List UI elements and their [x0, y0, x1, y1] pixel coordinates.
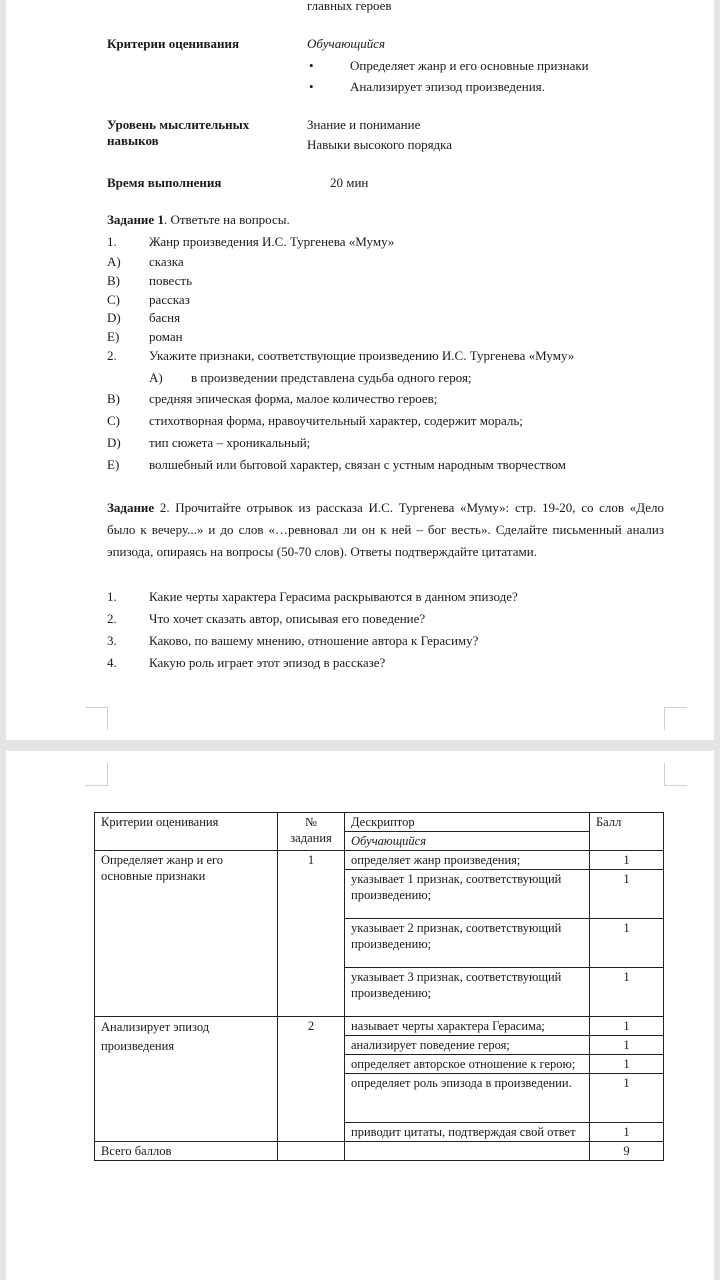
q2-option-text: в произведении представлена судьба одного героя; — [191, 370, 472, 385]
criteria-table — [94, 812, 664, 1161]
q1-number: 1. — [107, 234, 117, 249]
criteria-label: Критерии оценивания — [107, 36, 240, 51]
descriptor-cell: анализирует поведение героя; — [345, 1036, 590, 1055]
q1-option-text: роман — [149, 329, 183, 344]
page1-corner-bottom-left — [85, 707, 108, 730]
criteria-item-1: Определяет жанр и его основные признаки — [350, 58, 589, 73]
header-descriptor-sub: Обучающийся — [345, 832, 590, 851]
descriptor-cell: указывает 1 признак, соответствующий произведению; — [345, 870, 590, 919]
score-cell: 1 — [590, 851, 664, 870]
task2-text: 2. Прочитайте отрывок из рассказа И.С. Тургенева «Муму»: стр. 19-20, со слов «Дело было к вечеру...» и до слов «…ревновал ли он к ней – бог весть». Сделайте письменный анализ эпизода, опираясь на вопросы (50-70 слов). Ответы подтверждайте цитатами. — [107, 500, 664, 559]
q2-option-text: тип сюжета – хроникальный; — [149, 435, 311, 450]
q1-option-text: повесть — [149, 273, 192, 288]
task1-title-rest: . Ответьте на вопросы. — [163, 212, 290, 227]
q2-number: 2. — [107, 348, 117, 363]
descriptor-cell: указывает 2 признак, соответствующий произведению; — [345, 919, 590, 968]
table-row — [95, 1017, 664, 1036]
descriptor-cell: определяет жанр произведения; — [345, 851, 590, 870]
header-task-number-line2: задания — [290, 831, 332, 845]
total-label: Всего баллов — [95, 1142, 278, 1161]
table-header-row — [95, 813, 664, 832]
q1-option-text: рассказ — [149, 292, 190, 307]
q1-option-letter: E) — [107, 329, 120, 344]
q2-option-text: волшебный или бытовой характер, связан с устным народным творчеством — [149, 457, 567, 472]
score-cell: 1 — [590, 1017, 664, 1036]
descriptor-cell: определяет роль эпизода в произведении. — [345, 1074, 590, 1123]
criterion-cell: Анализирует эпизод произведения — [95, 1017, 278, 1142]
bullet-1: • — [309, 58, 314, 73]
total-empty-cell — [345, 1142, 590, 1161]
score-cell: 1 — [590, 1074, 664, 1123]
task1-title — [107, 212, 290, 228]
criteria-intro: Обучающийся — [307, 36, 386, 51]
page1-corner-bottom-right — [664, 707, 687, 730]
task2-question-text: Что хочет сказать автор, описывая его поведение? — [149, 611, 426, 626]
q1-option-letter: B) — [107, 273, 120, 288]
q2-option-letter: A) — [149, 370, 163, 385]
task-number-cell: 2 — [278, 1017, 345, 1142]
task1-title-bold: Задание 1 — [107, 212, 164, 227]
thinking-value-1: Знание и понимание — [307, 117, 421, 132]
task2-question-text: Какую роль играет этот эпизод в рассказе? — [149, 655, 386, 670]
score-cell: 1 — [590, 1036, 664, 1055]
task2-question-text: Какие черты характера Герасима раскрываются в данном эпизоде? — [149, 589, 518, 604]
q2-text: Укажите признаки, соответствующие произведению И.С. Тургенева «Муму» — [149, 348, 575, 363]
q1-option-letter: A) — [107, 254, 121, 269]
task2-title-bold: Задание — [107, 500, 155, 515]
q2-option-letter: E) — [107, 457, 120, 472]
q1-option-letter: C) — [107, 292, 120, 307]
time-label: Время выполнения — [107, 175, 222, 190]
header-task-number — [278, 813, 345, 851]
q2-option-letter: D) — [107, 435, 121, 450]
task2-question-number: 2. — [107, 611, 117, 626]
q2-option-text: стихотворная форма, нравоучительный характер, содержит мораль; — [149, 413, 523, 428]
header-task-number-line1: № — [305, 815, 317, 829]
q1-option-text: сказка — [149, 254, 184, 269]
task2-question-number: 3. — [107, 633, 117, 648]
header-score: Балл — [590, 813, 664, 851]
time-value: 20 мин — [330, 175, 369, 190]
bullet-2: • — [309, 79, 314, 94]
thinking-value-2: Навыки высокого порядка — [307, 137, 453, 152]
q2-option-text: средняя эпическая форма, малое количество героев; — [149, 391, 438, 406]
criteria-item-2: Анализирует эпизод произведения. — [350, 79, 545, 94]
task-number-cell: 1 — [278, 851, 345, 1017]
task2-paragraph — [107, 497, 664, 563]
viewer-right-margin — [714, 0, 720, 1280]
descriptor-cell: указывает 3 признак, соответствующий произведению; — [345, 968, 590, 1017]
q1-option-text: басня — [149, 310, 181, 325]
q2-option-letter: B) — [107, 391, 120, 406]
score-cell: 1 — [590, 1123, 664, 1142]
thinking-label-line2: навыков — [107, 133, 159, 148]
task2-question-number: 4. — [107, 655, 117, 670]
score-cell: 1 — [590, 1055, 664, 1074]
descriptor-cell: определяет авторское отношение к герою; — [345, 1055, 590, 1074]
table-row — [95, 851, 664, 870]
criterion-cell: Определяет жанр и его основные признаки — [95, 851, 278, 1017]
q1-option-letter: D) — [107, 310, 121, 325]
page-separator — [0, 740, 720, 751]
header-descriptor: Дескриптор — [345, 813, 590, 832]
task2-question-text: Каково, по вашему мнению, отношение автора к Герасиму? — [149, 633, 479, 648]
table-total-row — [95, 1142, 664, 1161]
total-value: 9 — [590, 1142, 664, 1161]
score-cell: 1 — [590, 968, 664, 1017]
score-cell: 1 — [590, 919, 664, 968]
page2-corner-top-left — [85, 763, 108, 786]
descriptor-cell: называет черты характера Герасима; — [345, 1017, 590, 1036]
header-criteria: Критерии оценивания — [95, 813, 278, 851]
page2-corner-top-right — [664, 763, 687, 786]
score-cell: 1 — [590, 870, 664, 919]
total-empty-cell — [278, 1142, 345, 1161]
task2-question-number: 1. — [107, 589, 117, 604]
top-fragment-text: главных героев — [307, 0, 392, 13]
q1-text: Жанр произведения И.С. Тургенева «Муму» — [149, 234, 395, 249]
thinking-label-line1: Уровень мыслительных — [107, 117, 250, 132]
q2-option-letter: C) — [107, 413, 120, 428]
descriptor-cell: приводит цитаты, подтверждая свой ответ — [345, 1123, 590, 1142]
